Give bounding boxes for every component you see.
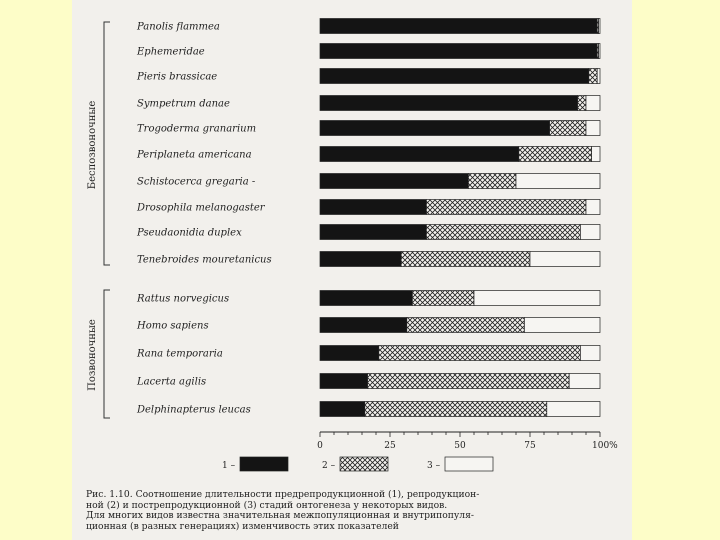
caption-line: Для многих видов известна значительная межпопуляционная и внутрипопуля-	[86, 510, 475, 522]
bar-segment-1	[320, 291, 412, 306]
group-label: Позвоночные	[87, 319, 98, 391]
species-label: Schistocerca gregaria -	[137, 176, 256, 188]
caption-line: Рис. 1.10. Соотношение длительности предрепродукционной (1), репродукцион-	[86, 489, 480, 500]
species-label: Trogoderma granarium	[137, 123, 257, 135]
x-tick-label: 100%	[592, 441, 618, 451]
bar-segment-2	[578, 96, 586, 111]
legend-swatch-solid	[240, 457, 288, 471]
figure-caption	[86, 490, 606, 532]
bar-segment-3	[586, 121, 600, 136]
species-label: Panolis flammea	[137, 21, 220, 33]
bar-segment-1	[320, 346, 379, 361]
bar-segment-2	[426, 225, 580, 240]
bar-segment-2	[589, 69, 597, 84]
group-label: Беспозвоночные	[87, 100, 98, 190]
x-axis	[317, 432, 618, 451]
bar-segment-2	[407, 318, 525, 333]
bar-segment-2	[550, 121, 586, 136]
bar-segment-1	[320, 19, 597, 34]
species-label: Rana temporaria	[137, 348, 223, 360]
species-label: Rattus norvegicus	[137, 293, 230, 305]
legend-swatch-none	[445, 457, 493, 471]
bar-segment-3	[474, 291, 600, 306]
bar-segment-3	[516, 174, 600, 189]
species-label: Delphinapterus leucas	[137, 404, 251, 416]
bar-segment-3	[580, 346, 600, 361]
bar-segment-3	[597, 69, 600, 84]
group-bracket	[104, 290, 110, 418]
bar-segment-2	[468, 174, 516, 189]
species-label: Lacerta agilis	[137, 376, 207, 388]
bar-segment-1	[320, 96, 578, 111]
bar-segment-3	[524, 318, 600, 333]
bar-segment-1	[320, 252, 401, 267]
legend-label: 2 –	[322, 461, 336, 471]
bar-segment-1	[320, 44, 597, 59]
bar-segment-3	[530, 252, 600, 267]
bar-segment-2	[426, 200, 586, 215]
species-label: Drosophila melanogaster	[137, 202, 265, 214]
bar-segment-1	[320, 174, 468, 189]
bar-segment-3	[599, 19, 600, 34]
legend-swatch-crosshatch	[340, 457, 388, 471]
bar-segment-3	[592, 147, 600, 162]
legend-label: 1 –	[222, 461, 236, 471]
bar-segment-1	[320, 402, 365, 417]
caption-line: ной (2) и пострепродукционной (3) стадий онтогенеза у некоторых видов.	[86, 499, 448, 511]
bar-segment-3	[569, 374, 600, 389]
bar-segment-3	[599, 44, 600, 59]
species-label: Pieris brassicae	[137, 71, 218, 83]
bar-segment-2	[368, 374, 570, 389]
bar-segment-1	[320, 69, 589, 84]
bar-segment-3	[580, 225, 600, 240]
species-label: Tenebroides mouretanicus	[137, 254, 272, 266]
bar-segment-2	[379, 346, 581, 361]
bar-segment-3	[547, 402, 600, 417]
species-labels	[136, 22, 272, 416]
bar-segment-1	[320, 318, 407, 333]
species-label: Ephemeridae	[137, 46, 205, 58]
x-tick-label: 0	[317, 441, 323, 451]
bar-segment-2	[365, 402, 547, 417]
group-labels	[87, 22, 110, 418]
legend-label: 3 –	[427, 461, 441, 471]
species-label: Periplaneta americana	[137, 149, 252, 161]
species-label: Pseudaonidia duplex	[137, 227, 242, 239]
group-bracket	[104, 22, 110, 265]
legend	[222, 457, 493, 471]
bar-segment-1	[320, 374, 368, 389]
bar-segment-2	[519, 147, 592, 162]
species-label: Homo sapiens	[137, 320, 209, 332]
x-tick-label: 50	[454, 441, 466, 451]
bar-segment-3	[586, 200, 600, 215]
bar-segment-3	[586, 96, 600, 111]
bar-segment-1	[320, 200, 426, 215]
caption-line: ционная (в разных генерациях) изменчивость этих показателей	[86, 520, 399, 532]
bar-segment-2	[412, 291, 474, 306]
bar-segment-1	[320, 121, 550, 136]
bar-segment-1	[320, 225, 426, 240]
bars-layer	[320, 19, 600, 417]
bar-segment-2	[401, 252, 530, 267]
species-label: Sympetrum danae	[137, 98, 230, 110]
x-tick-label: 25	[384, 441, 396, 451]
bar-segment-1	[320, 147, 519, 162]
x-tick-label: 75	[524, 441, 536, 451]
